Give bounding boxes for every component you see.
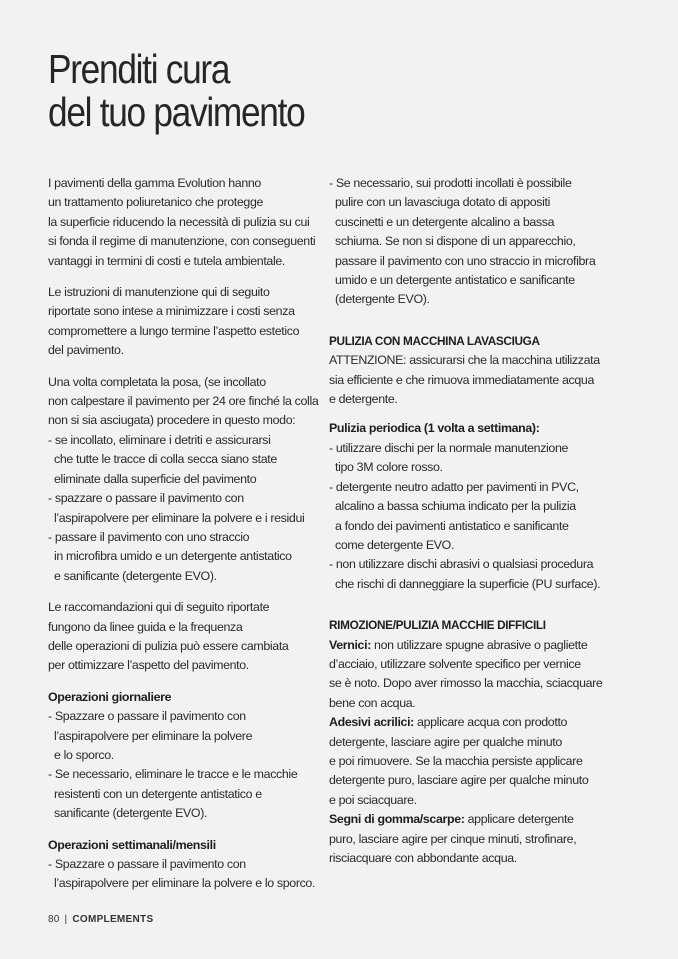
weekly-heading: Operazioni settimanali/mensili [48,837,216,852]
acrylic-label: Adesivi acrilici: [329,715,414,730]
list-item-cont: l’aspirapolvere per eliminare la polvere e i residui [54,510,305,525]
periodic-section [329,419,601,594]
list-item-cont: (detergente EVO). [335,292,430,307]
list-item: - se incollato, eliminare i detriti e assicurarsi [48,432,271,447]
text-line: fungono da linee guida e la frequenza [48,619,243,634]
text-line: ATTENZIONE: assicurarsi che la macchina utilizzata [329,353,600,368]
daily-heading: Operazioni giornaliere [48,689,172,704]
stains-section [329,616,603,868]
list-item: - Spazzare o passare il pavimento con [48,709,246,724]
text-line: del pavimento. [48,343,124,358]
daily-section [48,688,310,824]
list-item-cont: che tutte le tracce di colla secca siano state [54,452,277,467]
varnish-line [329,636,591,655]
text-line: I pavimenti della gamma Evolution hanno [48,176,261,190]
list-item-cont: pulire con un lavasciuga dotato di appositi [335,195,551,210]
text-line: se è noto. Dopo aver rimosso la macchia, sciacquare [329,676,603,691]
list-item-cont: umido e un detergente antistatico e sanificante [335,273,575,288]
text-line: delle operazioni di pulizia può essere cambiata [48,638,289,653]
periodic-heading: Pulizia periodica (1 volta a settimana): [329,421,540,436]
list-item-cont: sanificante (detergente EVO). [54,806,208,821]
rubber-text: applicare detergente [464,812,574,827]
list-item: - passare il pavimento con uno straccio [48,529,250,544]
text-line: bene con acqua. [329,695,416,710]
text-line: Una volta completata la posa, (se incollato [48,374,266,389]
list-item-cont: che rischi di danneggiare la superficie (PU surface). [335,576,601,591]
machine-intro [329,174,596,310]
list-item: - non utilizzare dischi abrasivi o qualsiasi procedura [329,557,594,572]
recommendations-paragraph [48,598,310,676]
list-item: - Se necessario, sui prodotti incollati è possibile [329,176,572,190]
list-item: - Se necessario, eliminare le tracce e le macchie [48,767,298,782]
page-number: 80 [48,914,60,925]
text-line: Le raccomandazioni qui di seguito riportate [48,600,270,615]
text-line: la superficie riducendo la necessità di pulizia su cui [48,214,310,229]
text-line: detergente puro, lasciare agire per qualche minuto [329,773,589,788]
page-footer [48,914,153,925]
text-line: sia efficiente e che rimuova immediatamente acqua [329,372,595,387]
right-column [329,174,603,880]
text-line: per ottimizzare l’aspetto del pavimento. [48,658,249,673]
page-title [48,48,304,134]
installation-paragraph [48,373,319,586]
list-item-cont: eliminate dalla superficie del pavimento [54,471,257,486]
text-line: e poi rimuovere. Se la macchia persiste applicare [329,753,583,768]
left-column [48,174,319,906]
list-item-cont: l’aspirapolvere per eliminare la polvere [54,728,253,743]
list-item: - utilizzare dischi per la normale manutenzione [329,440,569,455]
machine-section [329,332,600,410]
text-line: puro, lasciare agire per cinque minuti, strofinare, [329,831,577,846]
list-item-cont: tipo 3M colore rosso. [335,460,443,475]
acrylic-line [329,713,591,732]
list-item-cont: l’aspirapolvere per eliminare la polvere e lo sporco. [54,876,316,891]
text-line: si fonda il regime di manutenzione, con conseguenti [48,234,316,249]
intro-paragraph [48,174,316,271]
text-line: compromettere a lungo termine l’aspetto estetico [48,323,300,338]
list-item: - Spazzare o passare il pavimento con [48,857,246,871]
list-item-cont: alcalino a bassa schiuma indicato per la pulizia [335,499,576,514]
varnish-label: Vernici: [329,637,371,652]
footer-separator: | [64,914,68,925]
text-line: e detergente. [329,392,398,407]
list-item-cont: schiuma. Se non si dispone di un apparecchio, [335,234,576,249]
acrylic-text: applicare acqua con prodotto [413,715,568,730]
text-line: Le istruzioni di manutenzione qui di seguito [48,285,270,300]
section-name: COMPLEMENTS [72,914,154,925]
text-line: d’acciaio, utilizzare solvente specifico per vernice [329,656,581,671]
text-line: detergente, lasciare agire per qualche minuto [329,734,562,749]
machine-heading: PULIZIA CON MACCHINA LAVASCIUGA [329,333,540,348]
rubber-line [329,810,591,829]
list-item-cont: cuscinetti e un detergente alcalino a bassa [335,214,555,229]
text-line: non si sia asciugata) procedere in questo modo: [48,413,296,428]
text-line: e poi sciacquare. [329,792,417,807]
list-item-cont: in microfibra umido e un detergente antistatico [54,549,292,564]
text-line: risciacquare con abbondante acqua. [329,851,517,865]
text-line: vantaggi in termini di costi e tutela ambientale. [48,253,285,268]
rubber-label: Segni di gomma/scarpe: [329,812,465,827]
instructions-paragraph [48,283,310,361]
title-line-1: Prenditi cura [48,46,230,92]
list-item: - detergente neutro adatto per pavimenti in PVC, [329,479,579,494]
text-line: non calpestare il pavimento per 24 ore finché la colla [48,394,319,409]
list-item-cont: a fondo dei pavimenti antistatico e sanificante [335,518,569,533]
list-item-cont: resistenti con un detergente antistatico e [54,786,262,801]
list-item-cont: come detergente EVO. [335,537,455,552]
text-line: riportate sono intese a minimizzare i costi senza [48,304,295,319]
weekly-section [48,836,316,894]
list-item: - spazzare o passare il pavimento con [48,491,244,506]
list-item-cont: passare il pavimento con uno straccio in microfibra [335,253,596,268]
stains-heading: RIMOZIONE/PULIZIA MACCHIE DIFFICILI [329,618,546,633]
title-line-2: del tuo pavimento [48,89,305,135]
text-line: un trattamento poliuretanico che protegge [48,195,264,210]
list-item-cont: e lo sporco. [54,747,114,762]
varnish-text: non utilizzare spugne abrasive o pagliette [370,637,588,652]
list-item-cont: e sanificante (detergente EVO). [54,568,217,583]
